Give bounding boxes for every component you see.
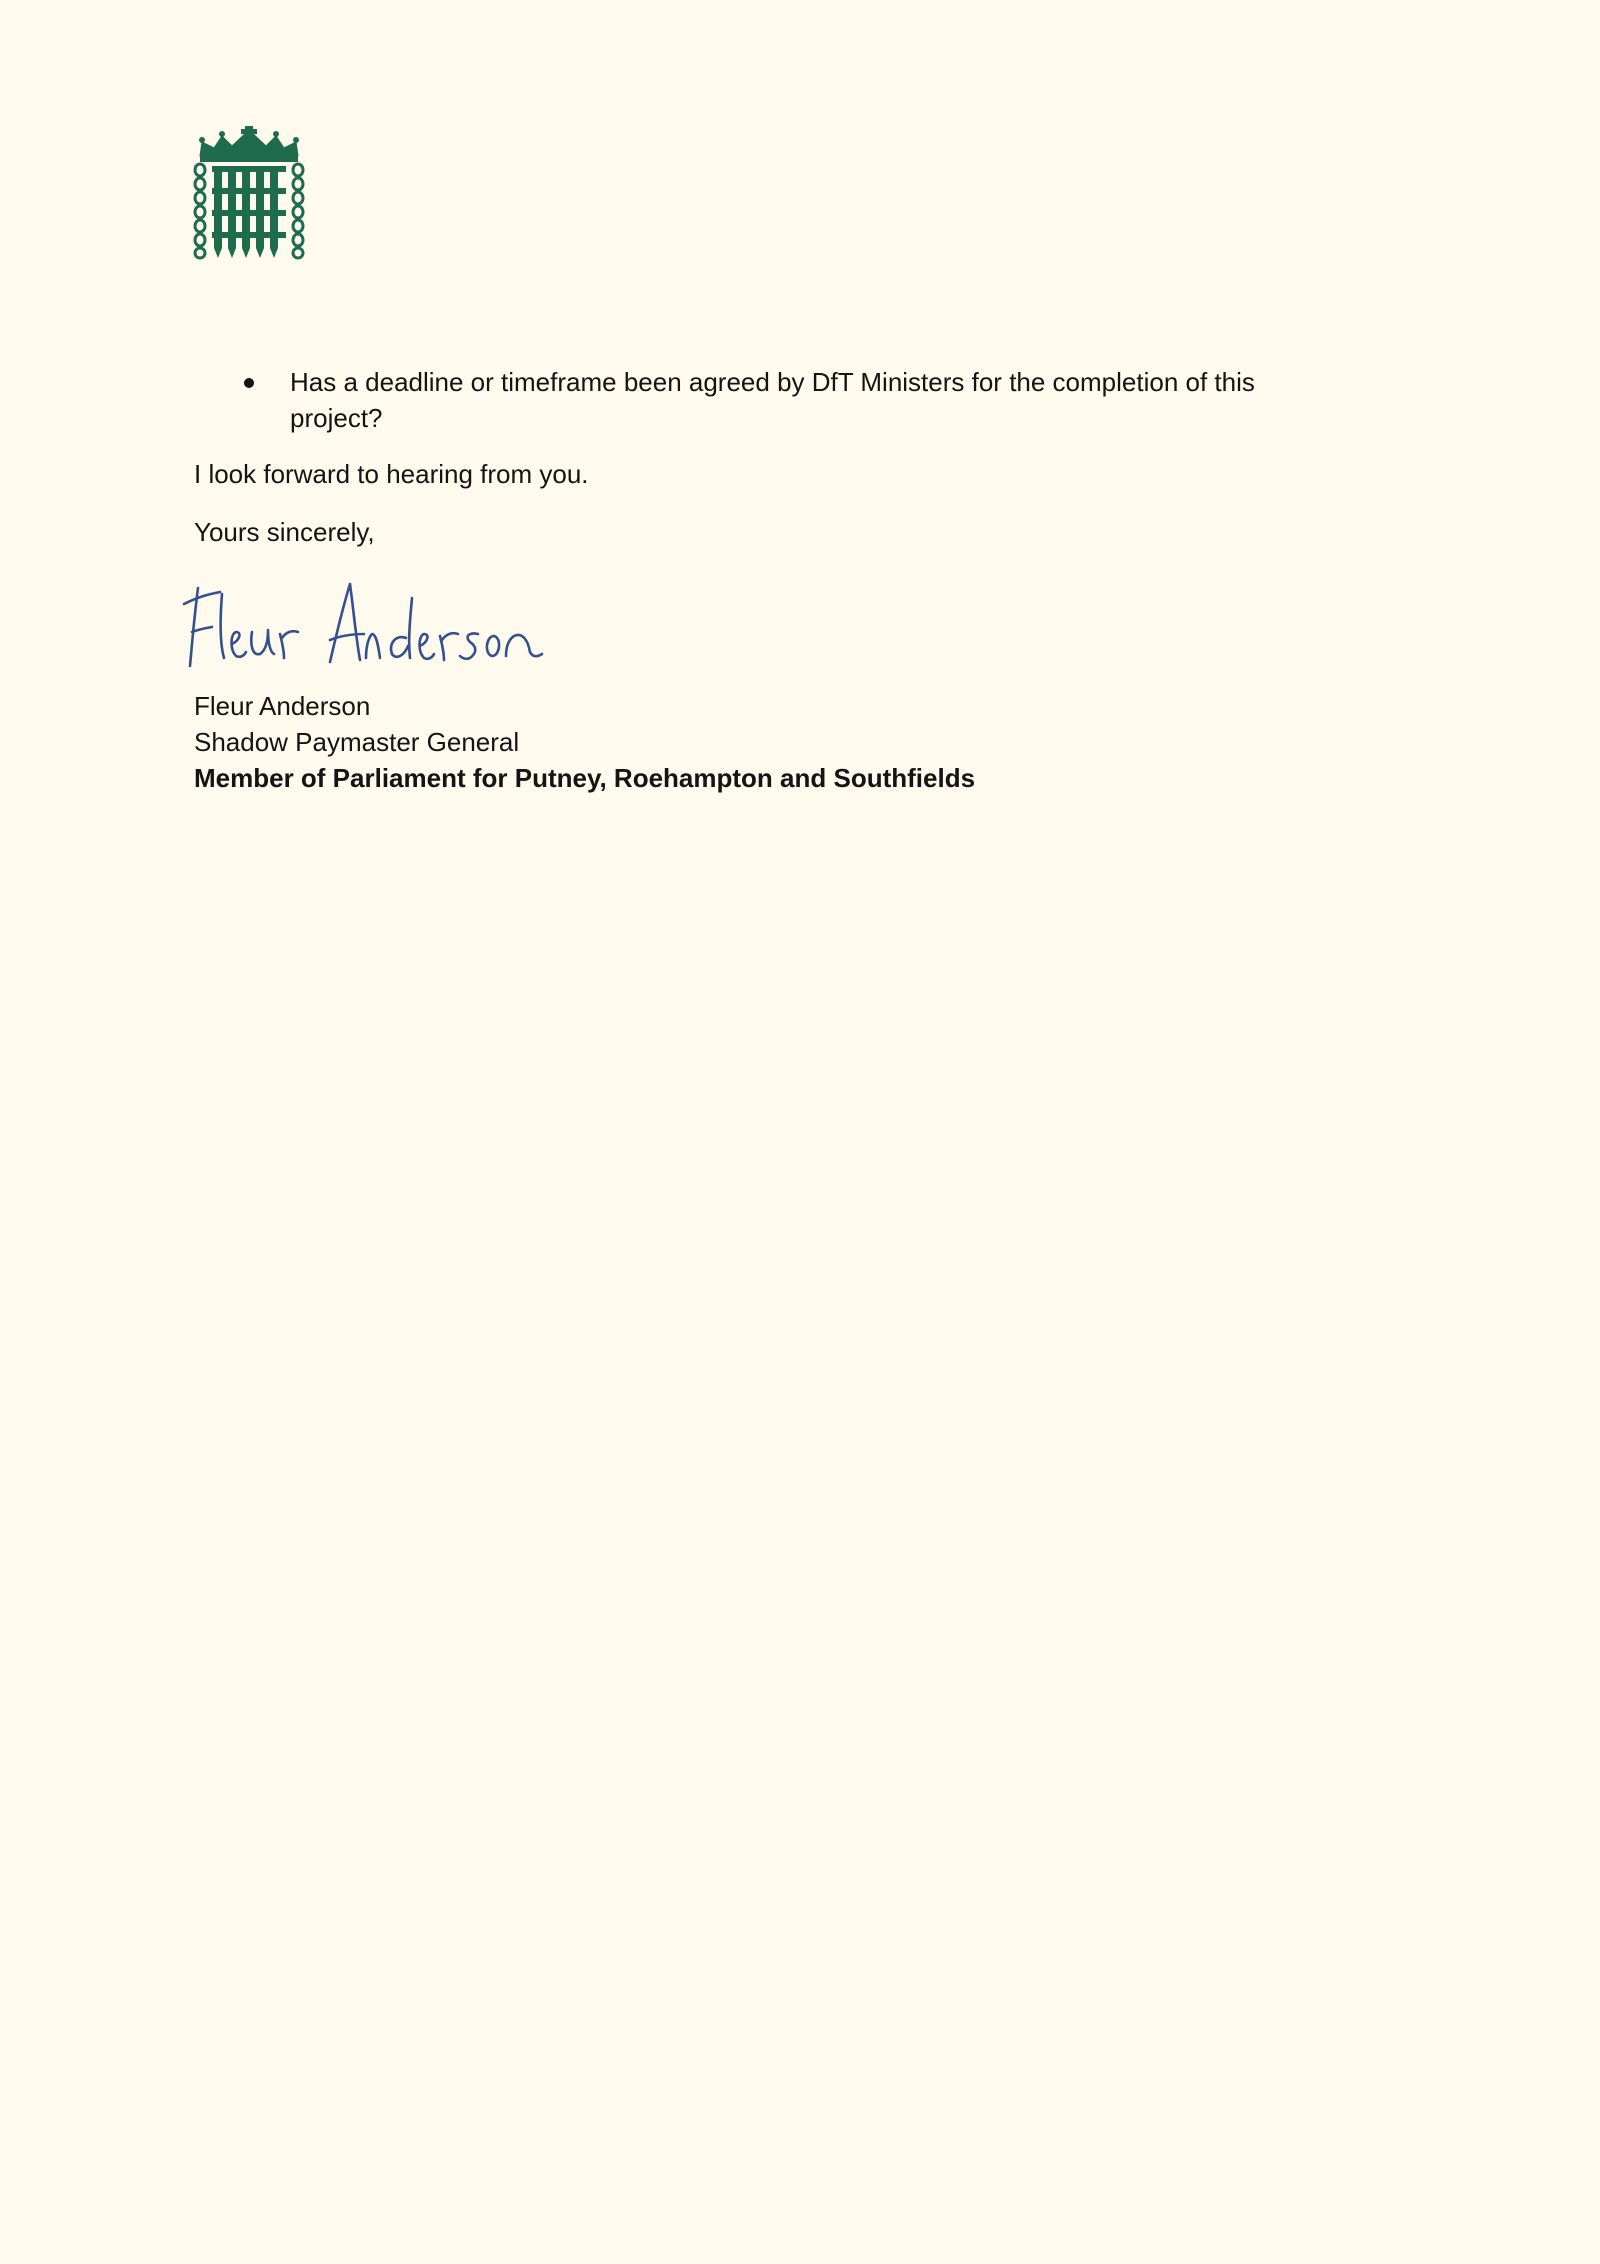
bullet-text: Has a deadline or timeframe been agreed by DfT Ministers for the completion of this project? — [290, 367, 1255, 433]
signatory-name: Fleur Anderson — [194, 691, 371, 721]
closing-line: I look forward to hearing from you. — [194, 459, 589, 489]
list-item — [194, 364, 1354, 436]
sign-off: Yours sincerely, — [194, 517, 375, 547]
signatory-role: Shadow Paymaster General — [194, 727, 520, 757]
question-list — [194, 364, 1354, 436]
signatory-constituency: Member of Parliament for Putney, Roehampton and Southfields — [194, 763, 976, 793]
signature-block — [194, 688, 975, 796]
letter-body — [194, 364, 1354, 550]
bullet-icon — [244, 378, 254, 388]
portcullis-icon — [192, 126, 306, 260]
handwritten-signature — [180, 574, 550, 674]
